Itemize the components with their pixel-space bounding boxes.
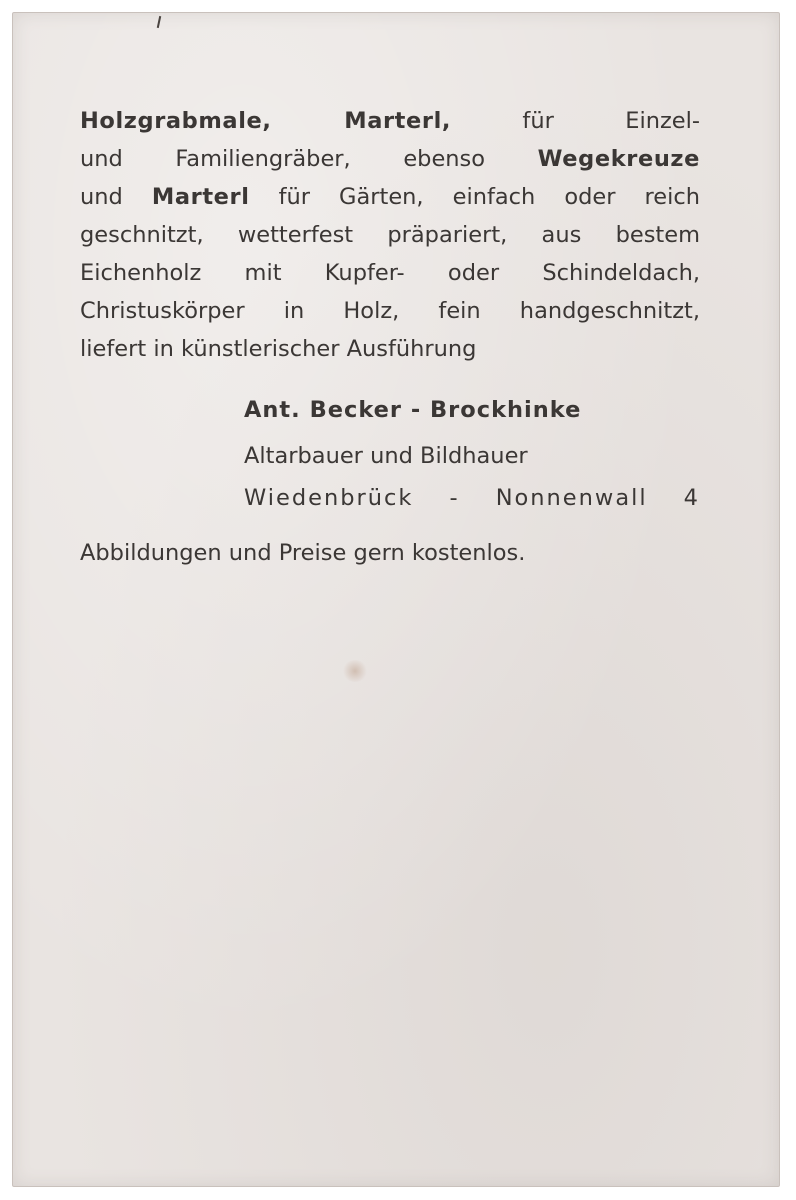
maker-address: Wiedenbrück - Nonnenwall 4 [244, 485, 700, 511]
maker-name: Ant. Becker - Brockhinke [244, 397, 582, 423]
stain-spot [342, 660, 368, 682]
text-line-4: geschnitzt, wetterfest präpariert, aus bestem [80, 222, 700, 248]
text-line-1 [80, 102, 700, 140]
text-line-5: Eichenholz mit Kupfer- oder Schindeldach, [80, 260, 700, 286]
text-fragment: für Einzel- [451, 108, 700, 134]
text-fragment: und Familiengräber, ebenso [80, 146, 538, 172]
text-fragment: für Gärten, einfach oder reich [249, 184, 700, 210]
text-line-3 [80, 178, 700, 216]
footer-note: Abbildungen und Preise gern kostenlos. [80, 540, 526, 566]
bold-phrase-wegekreuze: Wegekreuze [537, 146, 700, 172]
bold-phrase-holzgrabmale: Holzgrabmale, Marterl, [80, 108, 452, 134]
bold-phrase-marterl: Marterl [151, 184, 250, 210]
advertisement-text [80, 102, 700, 368]
text-line-7: liefert in künstlerischer Ausführung [80, 336, 477, 362]
text-line-6: Christuskörper in Holz, fein handgeschnitzt, [80, 298, 700, 324]
text-line-2 [80, 140, 700, 178]
maker-title: Altarbauer und Bildhauer [244, 443, 528, 469]
pen-mark [157, 16, 161, 28]
text-fragment: und [80, 184, 152, 210]
